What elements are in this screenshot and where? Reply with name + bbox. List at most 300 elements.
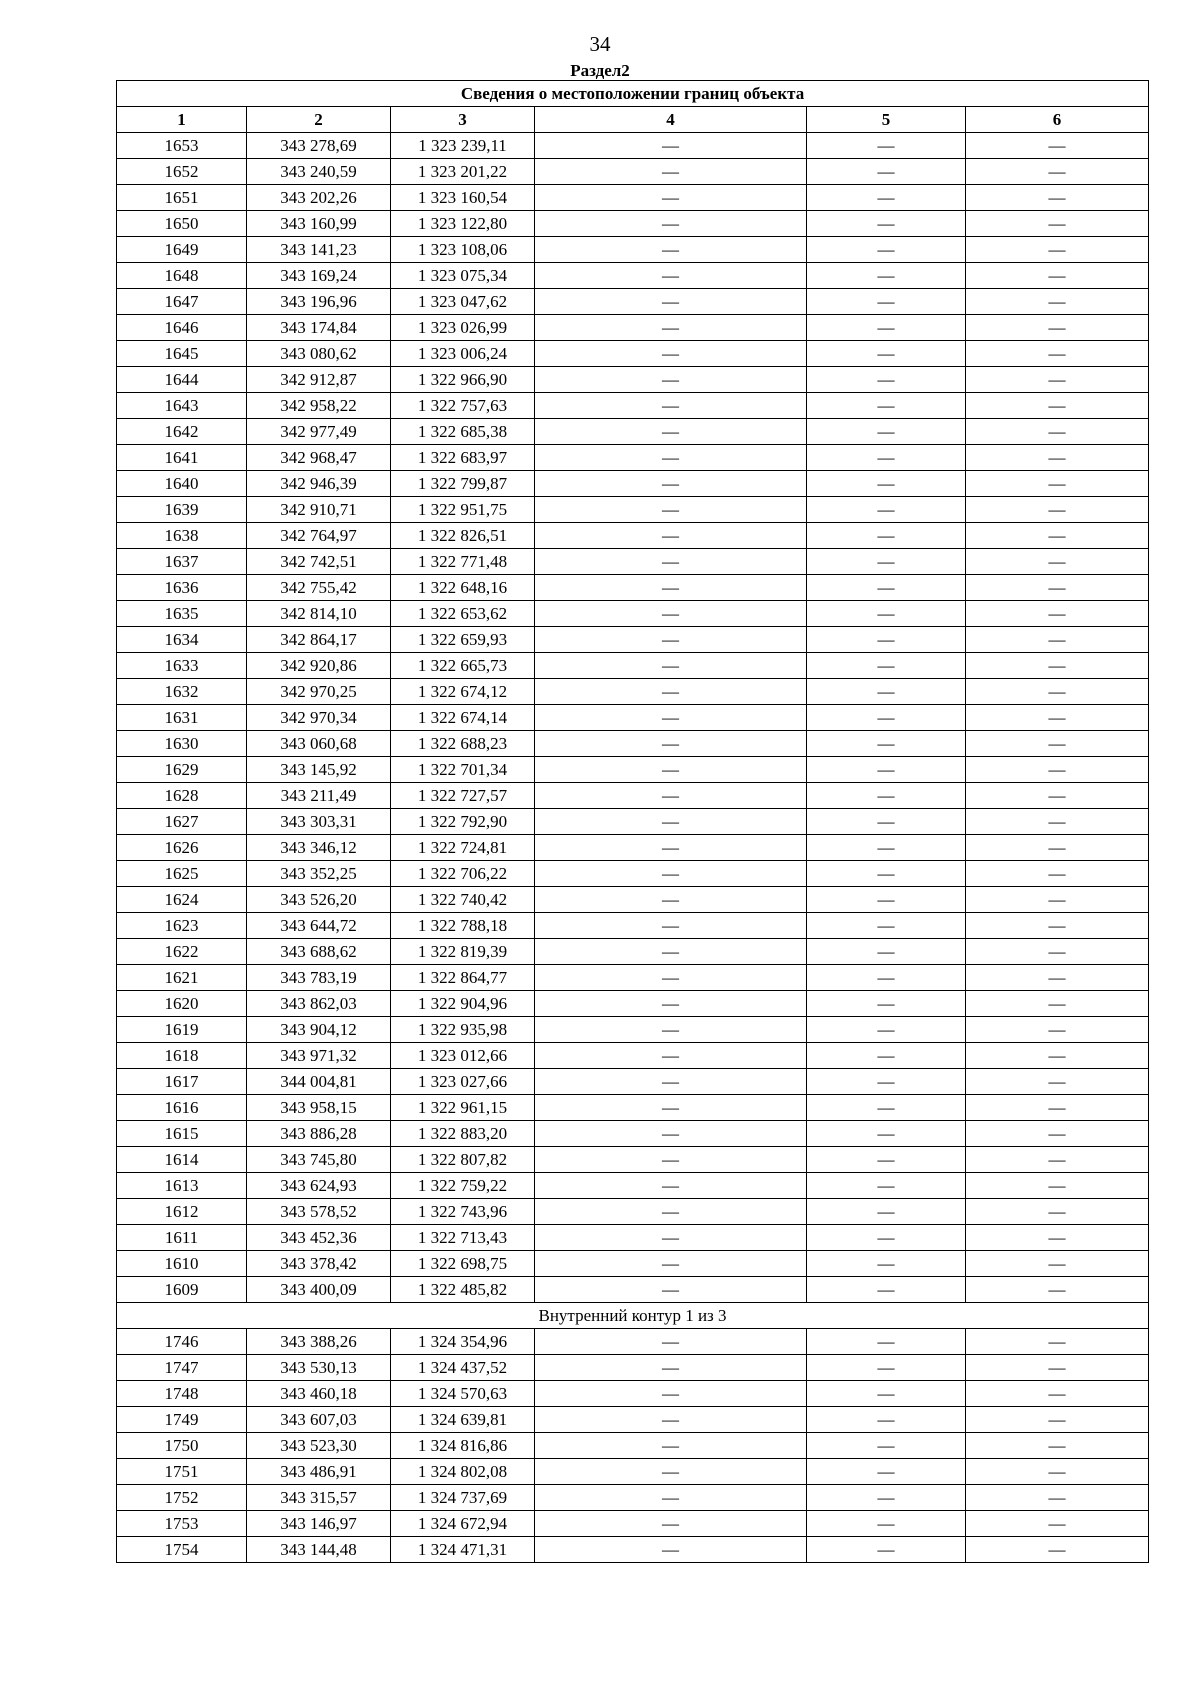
empty-value-dash: — xyxy=(807,627,966,653)
empty-value-dash: — xyxy=(535,627,807,653)
empty-value-dash: — xyxy=(807,289,966,315)
empty-value-dash: — xyxy=(966,575,1149,601)
y-coordinate-cell: 1 324 816,86 xyxy=(391,1433,535,1459)
x-coordinate-cell: 342 910,71 xyxy=(247,497,391,523)
y-coordinate-cell: 1 324 471,31 xyxy=(391,1537,535,1563)
point-number-cell: 1638 xyxy=(117,523,247,549)
empty-value-dash: — xyxy=(807,913,966,939)
empty-value-dash: — xyxy=(535,497,807,523)
point-number-cell: 1748 xyxy=(117,1381,247,1407)
x-coordinate-cell: 343 211,49 xyxy=(247,783,391,809)
y-coordinate-cell: 1 322 485,82 xyxy=(391,1277,535,1303)
empty-value-dash: — xyxy=(807,367,966,393)
x-coordinate-cell: 342 755,42 xyxy=(247,575,391,601)
x-coordinate-cell: 343 578,52 xyxy=(247,1199,391,1225)
empty-value-dash: — xyxy=(807,471,966,497)
empty-value-dash: — xyxy=(535,939,807,965)
table-row xyxy=(117,471,1149,497)
empty-value-dash: — xyxy=(535,289,807,315)
table-row xyxy=(117,159,1149,185)
empty-value-dash: — xyxy=(807,1147,966,1173)
x-coordinate-cell: 343 745,80 xyxy=(247,1147,391,1173)
empty-value-dash: — xyxy=(966,237,1149,263)
table-row xyxy=(117,549,1149,575)
point-number-cell: 1644 xyxy=(117,367,247,393)
table-row xyxy=(117,1459,1149,1485)
point-number-cell: 1752 xyxy=(117,1485,247,1511)
empty-value-dash: — xyxy=(807,393,966,419)
empty-value-dash: — xyxy=(535,315,807,341)
section-title: Раздел2 xyxy=(570,61,630,80)
empty-value-dash: — xyxy=(535,1251,807,1277)
y-coordinate-cell: 1 322 665,73 xyxy=(391,653,535,679)
empty-value-dash: — xyxy=(966,393,1149,419)
empty-value-dash: — xyxy=(807,1095,966,1121)
x-coordinate-cell: 342 742,51 xyxy=(247,549,391,575)
empty-value-dash: — xyxy=(535,1121,807,1147)
empty-value-dash: — xyxy=(966,445,1149,471)
point-number-cell: 1637 xyxy=(117,549,247,575)
table-row xyxy=(117,679,1149,705)
empty-value-dash: — xyxy=(535,1459,807,1485)
empty-value-dash: — xyxy=(966,627,1149,653)
empty-value-dash: — xyxy=(535,887,807,913)
table-row xyxy=(117,965,1149,991)
y-coordinate-cell: 1 322 724,81 xyxy=(391,835,535,861)
empty-value-dash: — xyxy=(966,523,1149,549)
point-number-cell: 1640 xyxy=(117,471,247,497)
table-row xyxy=(117,1485,1149,1511)
table-row xyxy=(117,419,1149,445)
empty-value-dash: — xyxy=(807,1173,966,1199)
empty-value-dash: — xyxy=(535,1355,807,1381)
empty-value-dash: — xyxy=(966,1433,1149,1459)
column-header: 2 xyxy=(247,107,391,133)
point-number-cell: 1747 xyxy=(117,1355,247,1381)
x-coordinate-cell: 343 169,24 xyxy=(247,263,391,289)
y-coordinate-cell: 1 322 864,77 xyxy=(391,965,535,991)
empty-value-dash: — xyxy=(535,835,807,861)
empty-value-dash: — xyxy=(535,705,807,731)
point-number-cell: 1643 xyxy=(117,393,247,419)
empty-value-dash: — xyxy=(535,1407,807,1433)
point-number-cell: 1746 xyxy=(117,1329,247,1355)
empty-value-dash: — xyxy=(966,419,1149,445)
y-coordinate-cell: 1 323 047,62 xyxy=(391,289,535,315)
empty-value-dash: — xyxy=(966,783,1149,809)
point-number-cell: 1620 xyxy=(117,991,247,1017)
empty-value-dash: — xyxy=(966,965,1149,991)
x-coordinate-cell: 343 783,19 xyxy=(247,965,391,991)
point-number-cell: 1749 xyxy=(117,1407,247,1433)
y-coordinate-cell: 1 322 706,22 xyxy=(391,861,535,887)
point-number-cell: 1610 xyxy=(117,1251,247,1277)
empty-value-dash: — xyxy=(966,601,1149,627)
column-header: 4 xyxy=(535,107,807,133)
y-coordinate-cell: 1 322 685,38 xyxy=(391,419,535,445)
y-coordinate-cell: 1 322 807,82 xyxy=(391,1147,535,1173)
empty-value-dash: — xyxy=(966,211,1149,237)
y-coordinate-cell: 1 322 792,90 xyxy=(391,809,535,835)
empty-value-dash: — xyxy=(966,315,1149,341)
empty-value-dash: — xyxy=(966,1173,1149,1199)
empty-value-dash: — xyxy=(966,1147,1149,1173)
empty-value-dash: — xyxy=(966,757,1149,783)
table-row xyxy=(117,575,1149,601)
empty-value-dash: — xyxy=(807,445,966,471)
table-row xyxy=(117,835,1149,861)
table-row xyxy=(117,1251,1149,1277)
point-number-cell: 1616 xyxy=(117,1095,247,1121)
empty-value-dash: — xyxy=(807,263,966,289)
y-coordinate-cell: 1 323 075,34 xyxy=(391,263,535,289)
empty-value-dash: — xyxy=(807,315,966,341)
empty-value-dash: — xyxy=(535,1095,807,1121)
empty-value-dash: — xyxy=(807,653,966,679)
x-coordinate-cell: 343 174,84 xyxy=(247,315,391,341)
y-coordinate-cell: 1 323 026,99 xyxy=(391,315,535,341)
point-number-cell: 1627 xyxy=(117,809,247,835)
empty-value-dash: — xyxy=(966,1537,1149,1563)
table-row xyxy=(117,1095,1149,1121)
y-coordinate-cell: 1 322 743,96 xyxy=(391,1199,535,1225)
point-number-cell: 1624 xyxy=(117,887,247,913)
empty-value-dash: — xyxy=(807,835,966,861)
empty-value-dash: — xyxy=(807,1121,966,1147)
empty-value-dash: — xyxy=(807,939,966,965)
x-coordinate-cell: 342 912,87 xyxy=(247,367,391,393)
empty-value-dash: — xyxy=(807,133,966,159)
point-number-cell: 1651 xyxy=(117,185,247,211)
x-coordinate-cell: 342 864,17 xyxy=(247,627,391,653)
empty-value-dash: — xyxy=(966,1277,1149,1303)
empty-value-dash: — xyxy=(535,445,807,471)
y-coordinate-cell: 1 322 819,39 xyxy=(391,939,535,965)
y-coordinate-cell: 1 322 883,20 xyxy=(391,1121,535,1147)
y-coordinate-cell: 1 322 683,97 xyxy=(391,445,535,471)
empty-value-dash: — xyxy=(807,1069,966,1095)
empty-value-dash: — xyxy=(535,1381,807,1407)
y-coordinate-cell: 1 322 951,75 xyxy=(391,497,535,523)
point-number-cell: 1633 xyxy=(117,653,247,679)
table-row xyxy=(117,1173,1149,1199)
empty-value-dash: — xyxy=(535,237,807,263)
empty-value-dash: — xyxy=(807,809,966,835)
x-coordinate-cell: 342 970,25 xyxy=(247,679,391,705)
empty-value-dash: — xyxy=(807,783,966,809)
y-coordinate-cell: 1 322 771,48 xyxy=(391,549,535,575)
empty-value-dash: — xyxy=(966,1121,1149,1147)
empty-value-dash: — xyxy=(535,1043,807,1069)
y-coordinate-cell: 1 324 570,63 xyxy=(391,1381,535,1407)
x-coordinate-cell: 342 977,49 xyxy=(247,419,391,445)
empty-value-dash: — xyxy=(966,1407,1149,1433)
empty-value-dash: — xyxy=(807,575,966,601)
point-number-cell: 1615 xyxy=(117,1121,247,1147)
y-coordinate-cell: 1 322 826,51 xyxy=(391,523,535,549)
empty-value-dash: — xyxy=(807,1485,966,1511)
table-row xyxy=(117,809,1149,835)
empty-value-dash: — xyxy=(535,965,807,991)
empty-value-dash: — xyxy=(966,1511,1149,1537)
y-coordinate-cell: 1 323 027,66 xyxy=(391,1069,535,1095)
empty-value-dash: — xyxy=(807,705,966,731)
table-row xyxy=(117,861,1149,887)
empty-value-dash: — xyxy=(966,471,1149,497)
y-coordinate-cell: 1 322 757,63 xyxy=(391,393,535,419)
column-header: 3 xyxy=(391,107,535,133)
x-coordinate-cell: 343 060,68 xyxy=(247,731,391,757)
table-row xyxy=(117,939,1149,965)
x-coordinate-cell: 343 607,03 xyxy=(247,1407,391,1433)
empty-value-dash: — xyxy=(807,419,966,445)
table-row xyxy=(117,1017,1149,1043)
empty-value-dash: — xyxy=(807,1459,966,1485)
empty-value-dash: — xyxy=(535,913,807,939)
table-row xyxy=(117,263,1149,289)
x-coordinate-cell: 343 141,23 xyxy=(247,237,391,263)
point-number-cell: 1614 xyxy=(117,1147,247,1173)
x-coordinate-cell: 343 523,30 xyxy=(247,1433,391,1459)
point-number-cell: 1636 xyxy=(117,575,247,601)
empty-value-dash: — xyxy=(966,185,1149,211)
table-row xyxy=(117,393,1149,419)
empty-value-dash: — xyxy=(535,679,807,705)
table-row xyxy=(117,1433,1149,1459)
y-coordinate-cell: 1 324 802,08 xyxy=(391,1459,535,1485)
point-number-cell: 1621 xyxy=(117,965,247,991)
point-number-cell: 1625 xyxy=(117,861,247,887)
empty-value-dash: — xyxy=(535,757,807,783)
empty-value-dash: — xyxy=(966,939,1149,965)
y-coordinate-cell: 1 324 354,96 xyxy=(391,1329,535,1355)
x-coordinate-cell: 343 452,36 xyxy=(247,1225,391,1251)
point-number-cell: 1754 xyxy=(117,1537,247,1563)
empty-value-dash: — xyxy=(535,185,807,211)
empty-value-dash: — xyxy=(535,549,807,575)
empty-value-dash: — xyxy=(535,731,807,757)
point-number-cell: 1650 xyxy=(117,211,247,237)
empty-value-dash: — xyxy=(966,1459,1149,1485)
table-row xyxy=(117,757,1149,783)
y-coordinate-cell: 1 322 674,14 xyxy=(391,705,535,731)
table-row xyxy=(117,1537,1149,1563)
column-header-row xyxy=(117,107,1149,133)
x-coordinate-cell: 342 968,47 xyxy=(247,445,391,471)
empty-value-dash: — xyxy=(535,653,807,679)
x-coordinate-cell: 342 970,34 xyxy=(247,705,391,731)
empty-value-dash: — xyxy=(966,367,1149,393)
x-coordinate-cell: 343 145,92 xyxy=(247,757,391,783)
x-coordinate-cell: 343 080,62 xyxy=(247,341,391,367)
x-coordinate-cell: 343 346,12 xyxy=(247,835,391,861)
empty-value-dash: — xyxy=(966,835,1149,861)
empty-value-dash: — xyxy=(535,1173,807,1199)
table-row xyxy=(117,523,1149,549)
empty-value-dash: — xyxy=(807,1277,966,1303)
point-number-cell: 1626 xyxy=(117,835,247,861)
y-coordinate-cell: 1 323 108,06 xyxy=(391,237,535,263)
contour-label: Внутренний контур 1 из 3 xyxy=(117,1303,1149,1329)
point-number-cell: 1623 xyxy=(117,913,247,939)
point-number-cell: 1642 xyxy=(117,419,247,445)
empty-value-dash: — xyxy=(535,1485,807,1511)
empty-value-dash: — xyxy=(807,679,966,705)
y-coordinate-cell: 1 322 727,57 xyxy=(391,783,535,809)
table-row xyxy=(117,1225,1149,1251)
table-row xyxy=(117,315,1149,341)
table-caption: Сведения о местоположении границ объекта xyxy=(117,81,1149,107)
empty-value-dash: — xyxy=(535,575,807,601)
empty-value-dash: — xyxy=(807,1407,966,1433)
point-number-cell: 1649 xyxy=(117,237,247,263)
empty-value-dash: — xyxy=(966,497,1149,523)
point-number-cell: 1629 xyxy=(117,757,247,783)
x-coordinate-cell: 343 278,69 xyxy=(247,133,391,159)
empty-value-dash: — xyxy=(807,1329,966,1355)
empty-value-dash: — xyxy=(535,783,807,809)
y-coordinate-cell: 1 322 653,62 xyxy=(391,601,535,627)
y-coordinate-cell: 1 322 961,15 xyxy=(391,1095,535,1121)
y-coordinate-cell: 1 324 437,52 xyxy=(391,1355,535,1381)
point-number-cell: 1652 xyxy=(117,159,247,185)
y-coordinate-cell: 1 324 639,81 xyxy=(391,1407,535,1433)
empty-value-dash: — xyxy=(966,549,1149,575)
empty-value-dash: — xyxy=(535,367,807,393)
empty-value-dash: — xyxy=(807,731,966,757)
x-coordinate-cell: 343 378,42 xyxy=(247,1251,391,1277)
table-row xyxy=(117,1069,1149,1095)
empty-value-dash: — xyxy=(807,1537,966,1563)
point-number-cell: 1645 xyxy=(117,341,247,367)
empty-value-dash: — xyxy=(966,1225,1149,1251)
empty-value-dash: — xyxy=(966,1069,1149,1095)
point-number-cell: 1647 xyxy=(117,289,247,315)
empty-value-dash: — xyxy=(807,1511,966,1537)
y-coordinate-cell: 1 322 698,75 xyxy=(391,1251,535,1277)
y-coordinate-cell: 1 323 122,80 xyxy=(391,211,535,237)
empty-value-dash: — xyxy=(535,393,807,419)
empty-value-dash: — xyxy=(966,913,1149,939)
table-row xyxy=(117,705,1149,731)
empty-value-dash: — xyxy=(807,991,966,1017)
point-number-cell: 1641 xyxy=(117,445,247,471)
x-coordinate-cell: 343 388,26 xyxy=(247,1329,391,1355)
y-coordinate-cell: 1 323 012,66 xyxy=(391,1043,535,1069)
x-coordinate-cell: 343 688,62 xyxy=(247,939,391,965)
empty-value-dash: — xyxy=(535,211,807,237)
empty-value-dash: — xyxy=(535,341,807,367)
empty-value-dash: — xyxy=(535,523,807,549)
table-row xyxy=(117,627,1149,653)
empty-value-dash: — xyxy=(807,211,966,237)
empty-value-dash: — xyxy=(807,1433,966,1459)
point-number-cell: 1630 xyxy=(117,731,247,757)
table-row xyxy=(117,445,1149,471)
y-coordinate-cell: 1 322 935,98 xyxy=(391,1017,535,1043)
empty-value-dash: — xyxy=(807,185,966,211)
table-row xyxy=(117,1511,1149,1537)
empty-value-dash: — xyxy=(535,601,807,627)
empty-value-dash: — xyxy=(966,289,1149,315)
empty-value-dash: — xyxy=(807,965,966,991)
contour-label-row xyxy=(117,1303,1149,1329)
x-coordinate-cell: 343 315,57 xyxy=(247,1485,391,1511)
empty-value-dash: — xyxy=(807,887,966,913)
point-number-cell: 1622 xyxy=(117,939,247,965)
x-coordinate-cell: 343 624,93 xyxy=(247,1173,391,1199)
empty-value-dash: — xyxy=(807,1043,966,1069)
point-number-cell: 1635 xyxy=(117,601,247,627)
x-coordinate-cell: 342 946,39 xyxy=(247,471,391,497)
empty-value-dash: — xyxy=(535,1511,807,1537)
table-row xyxy=(117,237,1149,263)
column-header: 6 xyxy=(966,107,1149,133)
empty-value-dash: — xyxy=(966,263,1149,289)
table-row xyxy=(117,367,1149,393)
point-number-cell: 1617 xyxy=(117,1069,247,1095)
point-number-cell: 1612 xyxy=(117,1199,247,1225)
table-row xyxy=(117,783,1149,809)
x-coordinate-cell: 344 004,81 xyxy=(247,1069,391,1095)
empty-value-dash: — xyxy=(966,861,1149,887)
table-row xyxy=(117,1043,1149,1069)
table-row xyxy=(117,211,1149,237)
table-row xyxy=(117,731,1149,757)
empty-value-dash: — xyxy=(535,1277,807,1303)
x-coordinate-cell: 343 958,15 xyxy=(247,1095,391,1121)
empty-value-dash: — xyxy=(535,1329,807,1355)
y-coordinate-cell: 1 322 966,90 xyxy=(391,367,535,393)
x-coordinate-cell: 343 240,59 xyxy=(247,159,391,185)
x-coordinate-cell: 342 814,10 xyxy=(247,601,391,627)
table-row xyxy=(117,601,1149,627)
table-row xyxy=(117,653,1149,679)
y-coordinate-cell: 1 322 713,43 xyxy=(391,1225,535,1251)
x-coordinate-cell: 343 526,20 xyxy=(247,887,391,913)
table-row xyxy=(117,1329,1149,1355)
empty-value-dash: — xyxy=(535,991,807,1017)
x-coordinate-cell: 342 920,86 xyxy=(247,653,391,679)
empty-value-dash: — xyxy=(535,263,807,289)
y-coordinate-cell: 1 323 201,22 xyxy=(391,159,535,185)
y-coordinate-cell: 1 322 688,23 xyxy=(391,731,535,757)
point-number-cell: 1753 xyxy=(117,1511,247,1537)
x-coordinate-cell: 343 352,25 xyxy=(247,861,391,887)
y-coordinate-cell: 1 323 160,54 xyxy=(391,185,535,211)
empty-value-dash: — xyxy=(966,1485,1149,1511)
y-coordinate-cell: 1 322 648,16 xyxy=(391,575,535,601)
empty-value-dash: — xyxy=(966,991,1149,1017)
empty-value-dash: — xyxy=(535,419,807,445)
empty-value-dash: — xyxy=(807,237,966,263)
empty-value-dash: — xyxy=(966,887,1149,913)
x-coordinate-cell: 343 886,28 xyxy=(247,1121,391,1147)
table-row xyxy=(117,1199,1149,1225)
empty-value-dash: — xyxy=(807,1017,966,1043)
x-coordinate-cell: 343 146,97 xyxy=(247,1511,391,1537)
table-row xyxy=(117,341,1149,367)
empty-value-dash: — xyxy=(535,1199,807,1225)
point-number-cell: 1646 xyxy=(117,315,247,341)
table-row xyxy=(117,289,1149,315)
table-body xyxy=(117,133,1149,1563)
empty-value-dash: — xyxy=(807,1355,966,1381)
empty-value-dash: — xyxy=(966,1095,1149,1121)
x-coordinate-cell: 343 530,13 xyxy=(247,1355,391,1381)
empty-value-dash: — xyxy=(966,1251,1149,1277)
empty-value-dash: — xyxy=(535,1017,807,1043)
